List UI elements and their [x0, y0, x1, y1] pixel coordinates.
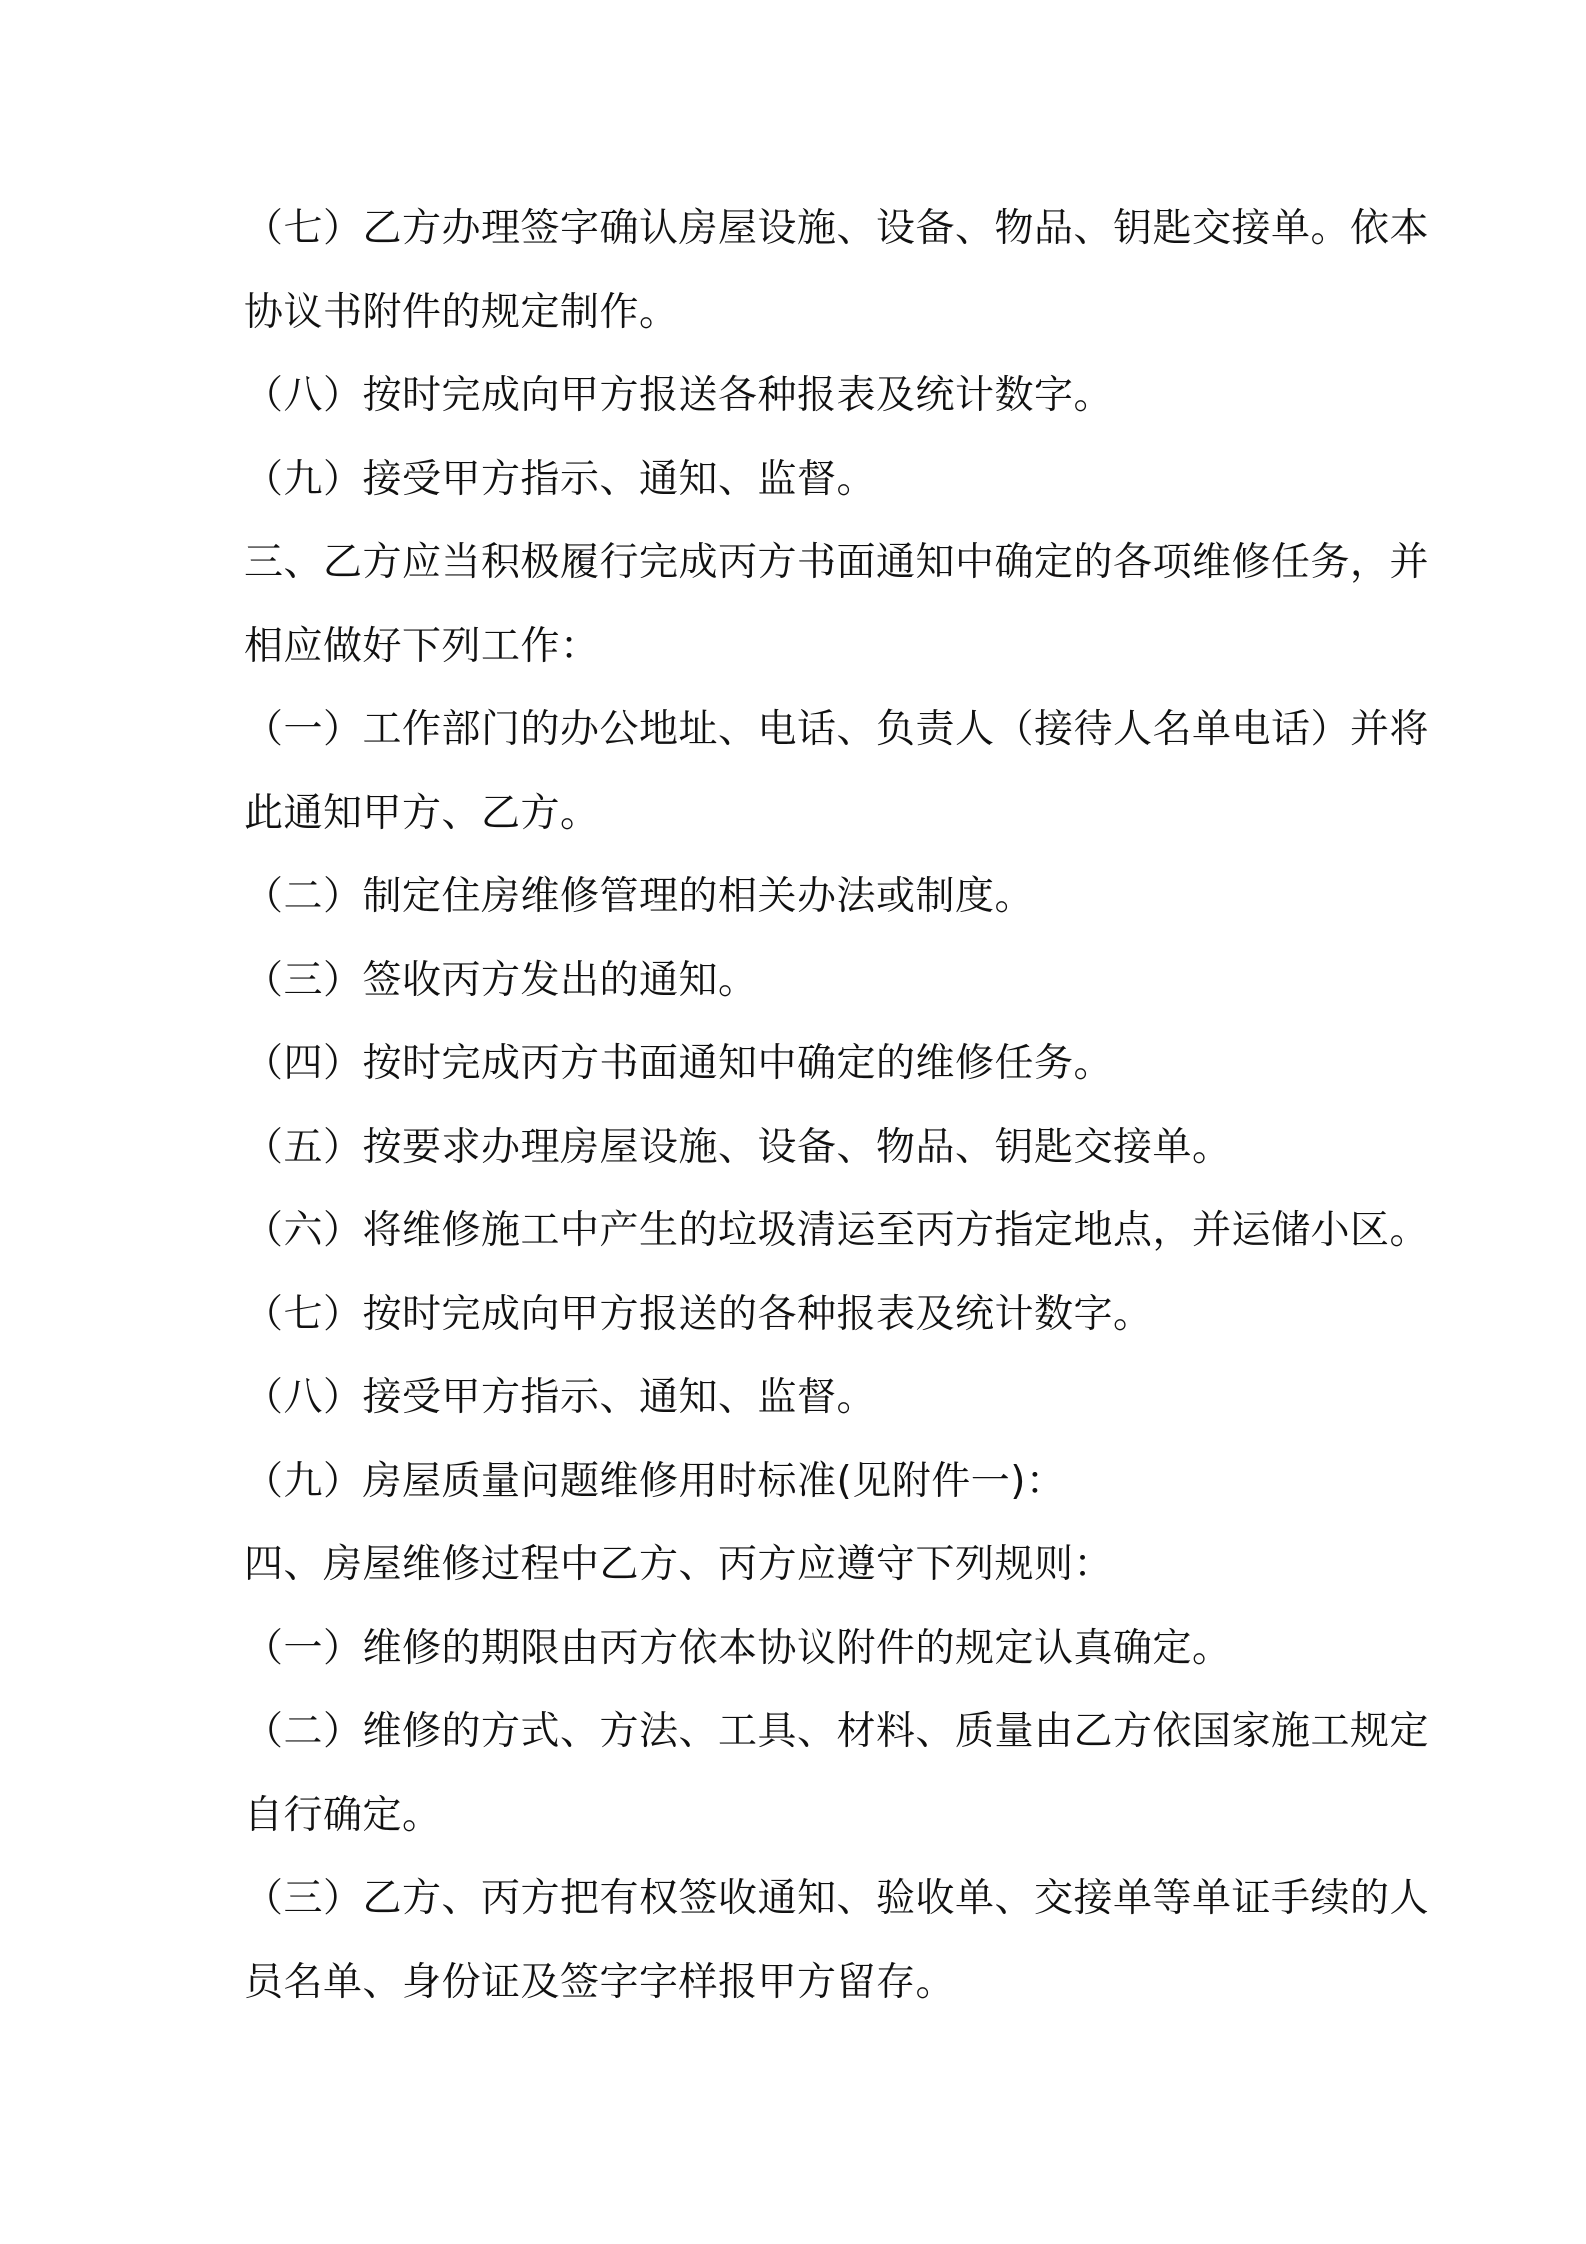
text-line: （四）按时完成丙方书面通知中确定的维修任务。	[244, 1041, 1114, 1086]
text-line: 四、房屋维修过程中乙方、丙方应遵守下列规则：	[244, 1542, 1114, 1587]
text-line: （六）将维修施工中产生的垃圾清运至丙方指定地点，并运储小区。	[244, 1208, 1430, 1253]
text-line: 自行确定。	[244, 1792, 442, 1838]
text-line: （二）制定住房维修管理的相关办法或制度。	[244, 874, 1035, 919]
text-line: （三）乙方、丙方把有权签收通知、验收单、交接单等单证手续的人	[244, 1876, 1430, 1921]
text-line: （一）工作部门的办公地址、电话、负责人（接待人名单电话）并将	[244, 707, 1430, 752]
text-line: （一）维修的期限由丙方依本协议附件的规定认真确定。	[244, 1625, 1232, 1671]
text-line: （三）签收丙方发出的通知。	[244, 957, 758, 1003]
text-line: 三、乙方应当积极履行完成丙方书面通知中确定的各项维修任务，并	[244, 540, 1430, 585]
document-body	[244, 187, 1430, 2024]
text-line: （九）接受甲方指示、通知、监督。	[244, 456, 877, 502]
text-line: 相应做好下列工作：	[244, 623, 600, 669]
text-line: （七）按时完成向甲方报送的各种报表及统计数字。	[244, 1291, 1153, 1337]
text-line: （八）接受甲方指示、通知、监督。	[244, 1375, 877, 1420]
text-line: 员名单、身份证及签字字样报甲方留存。	[244, 1959, 956, 2005]
text-line: 此通知甲方、乙方。	[244, 790, 600, 836]
text-line: （五）按要求办理房屋设施、设备、物品、钥匙交接单。	[244, 1124, 1232, 1170]
text-line: 协议书附件的规定制作。	[244, 289, 679, 335]
text-line: （二）维修的方式、方法、工具、材料、质量由乙方依国家施工规定	[244, 1709, 1430, 1754]
text-line: （九）房屋质量问题维修用时标准(见附件一)：	[244, 1458, 1066, 1504]
text-line: （八）按时完成向甲方报送各种报表及统计数字。	[244, 373, 1114, 418]
text-line: （七）乙方办理签字确认房屋设施、设备、物品、钥匙交接单。依本	[244, 206, 1430, 251]
